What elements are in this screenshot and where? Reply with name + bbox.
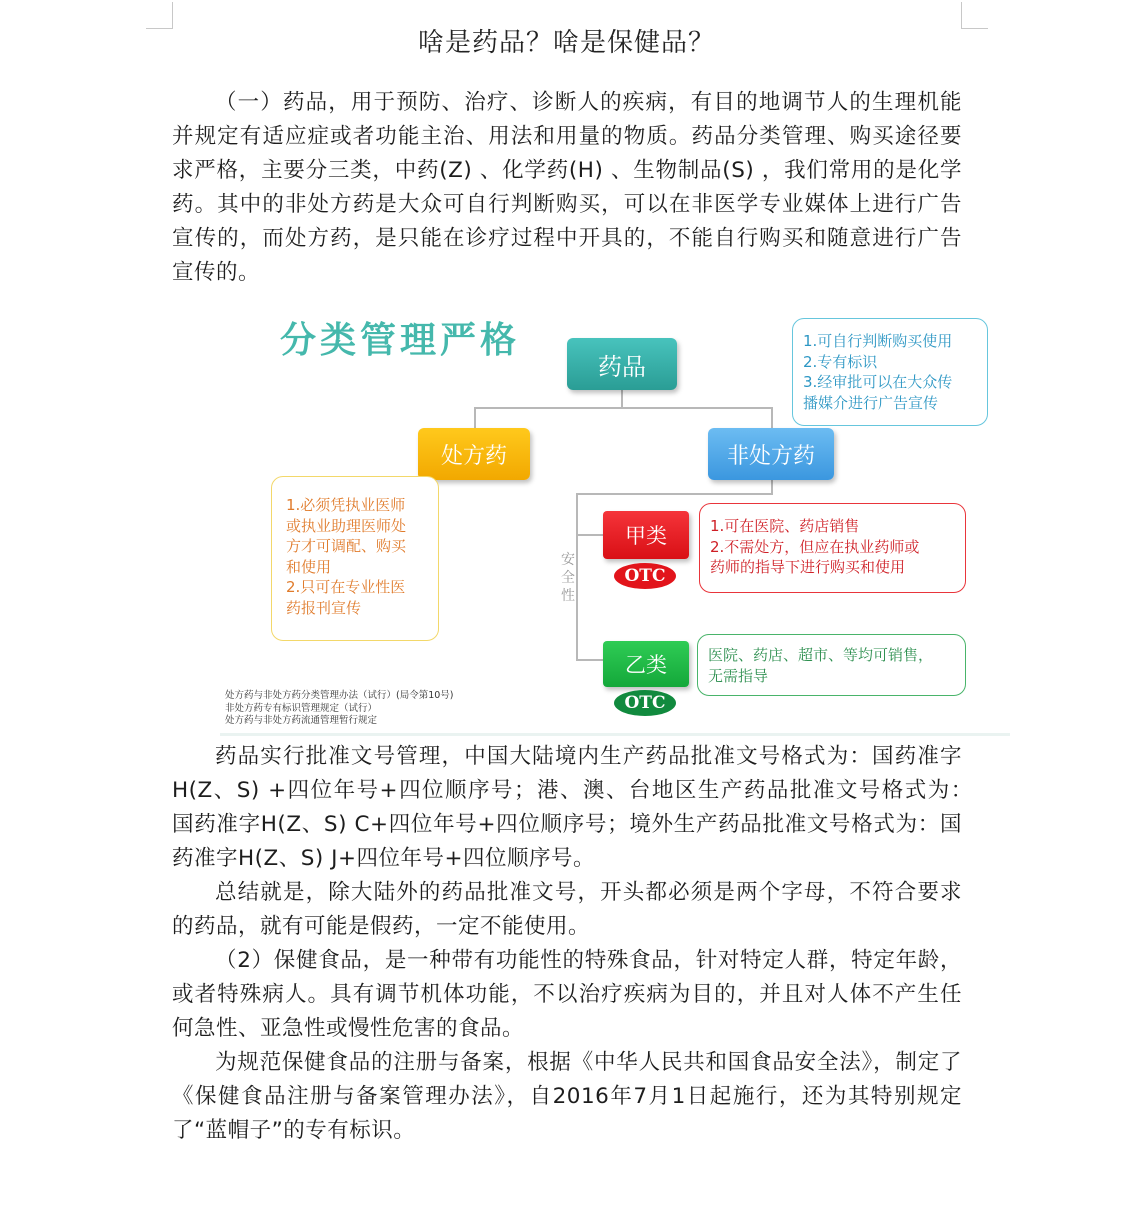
- note-line: 2.不需处方，但应在执业药师或: [710, 537, 920, 556]
- node-prescription-drug: 处方药: [418, 428, 530, 480]
- connector-line: [621, 390, 623, 408]
- node-class-a: 甲类: [603, 511, 689, 559]
- paragraph-drug-definition: （一）药品，用于预防、治疗、诊断人的疾病，有目的地调节人的生理机能并规定有适应症或者功能主治、用法和用量的物质。药品分类管理、购买途径要求严格，主要分三类，中药(Z) 、化学药(H) 、生物制品(S) ，我们常用的是化学药。其中的非处方药是大众可自行判断购买，可以在非医学专业媒体上进行广告宣传的，而处方药，是只能在诊疗过程中开具的，不能自行购买和随意进行广告宣传的。: [172, 90, 962, 285]
- connector-line: [771, 407, 773, 428]
- note-line: 或执业助理医师处: [286, 516, 407, 535]
- note-line: 3.经审批可以在大众传: [803, 373, 953, 391]
- diagram-footnotes: [225, 690, 454, 728]
- class-b-notes-box: [697, 634, 966, 696]
- document-title: 啥是药品？啥是保健品？: [417, 28, 715, 58]
- paragraph-health-food-definition: （2）保健食品，是一种带有功能性的特殊食品，针对特定人群，特定年龄，或者特殊病人。具有调节机体功能，不以治疗疾病为目的，并且对人体不产生任何急性、亚急性或慢性危害的食品。: [172, 948, 962, 1041]
- footnote-line: 处方药与非处方药分类管理办法（试行）(局令第10号): [225, 690, 454, 701]
- note-line: 无需指导: [708, 666, 769, 685]
- node-drug: 药品: [567, 338, 677, 390]
- connector-line: [771, 480, 773, 494]
- node-class-b: 乙类: [603, 641, 689, 687]
- diagram-title: 分类管理严格: [280, 320, 521, 361]
- drug-classification-diagram: [220, 308, 1010, 736]
- note-line: 2.只可在专业性医: [286, 578, 406, 596]
- otc-green-badge-icon: OTC: [614, 690, 676, 716]
- note-line: 播媒介进行广告宣传: [803, 393, 939, 412]
- rx-notes-box: [271, 476, 439, 641]
- paragraph-approval-number: 药品实行批准文号管理，中国大陆境内生产药品批准文号格式为：国药准字H(Z、S) +四位年号+四位顺序号；港、澳、台地区生产药品批准文号格式为： 国药准字H(Z、S) C+四位年号+四位顺序号；境外生产药品批准文号格式为：国药准字H(Z、S) J+四位年号+四位顺序号。: [172, 744, 1007, 871]
- safety-label: 安全性: [561, 552, 575, 604]
- connector-line: [474, 407, 772, 409]
- footnote-line: 处方药与非处方药流通管理暂行规定: [225, 715, 378, 726]
- footnote-line: 非处方药专有标识管理规定（试行）: [225, 702, 378, 714]
- note-line: 药报刊宣传: [286, 598, 362, 617]
- otc-red-badge-icon: OTC: [614, 563, 676, 589]
- note-line: 1.可在医院、药店销售: [710, 517, 860, 535]
- connector-line: [576, 493, 773, 495]
- note-line: 2.专有标识: [803, 352, 878, 371]
- connector-line: [474, 407, 476, 428]
- otc-notes-box: [792, 318, 988, 426]
- note-line: 药师的指导下进行购买和使用: [710, 558, 906, 576]
- class-a-notes-box: [699, 503, 966, 593]
- note-line: 和使用: [286, 557, 332, 576]
- note-line: 医院、药店、超市、等均可销售，: [708, 646, 934, 664]
- connector-line: [576, 659, 603, 661]
- paragraph-summary: 总结就是，除大陆外的药品批准文号，开头都必须是两个字母，不符合要求的药品，就有可能是假药，一定不能使用。: [172, 880, 962, 939]
- connector-line: [576, 534, 603, 536]
- paragraph-health-food-regulation: 为规范保健食品的注册与备案，根据《中华人民共和国食品安全法》，制定了《保健食品注册与备案管理办法》，自2016年7月1日起施行，还为其特别规定了“蓝帽子”的专有标识。: [172, 1050, 962, 1143]
- note-line: 1.必须凭执业医师: [286, 496, 406, 514]
- connector-line: [576, 493, 578, 660]
- note-line: 方才可调配、购买: [286, 537, 407, 555]
- node-otc-drug: 非处方药: [708, 428, 834, 480]
- note-line: 1.可自行判断购买使用: [803, 332, 953, 350]
